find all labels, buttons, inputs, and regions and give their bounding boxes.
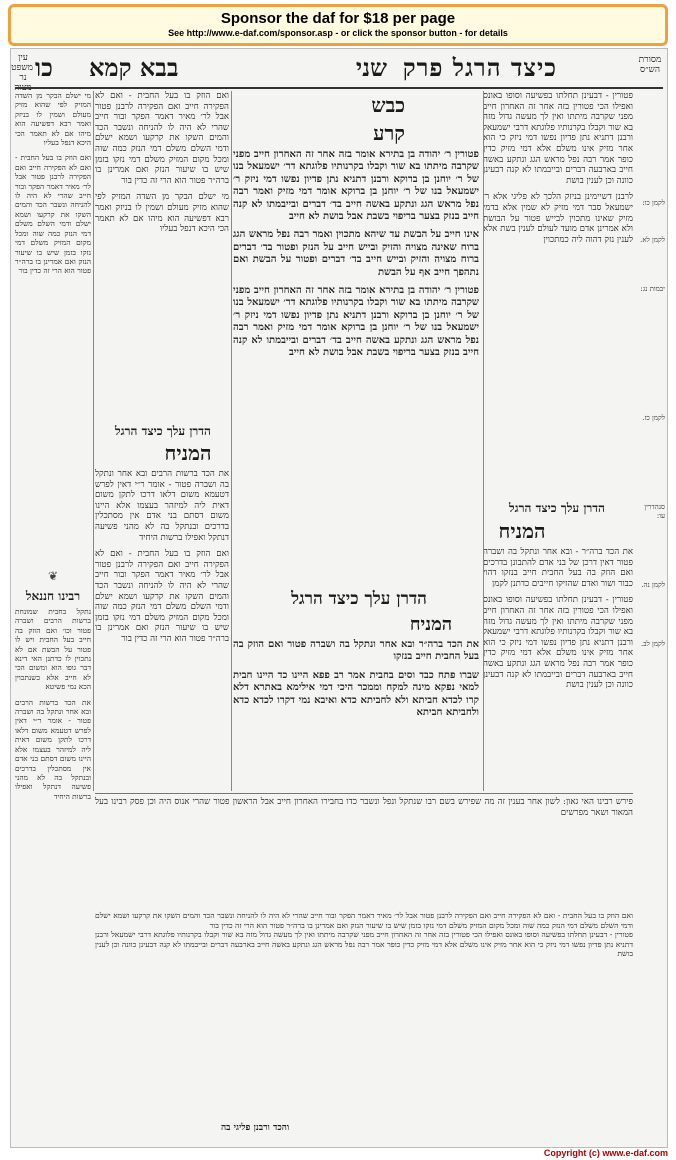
footnote-text-1: ואם הוזק בו בעל החבית - ואם לא הפקירה חייב ואם הפקירה לרבנן פטור אבל לר׳ מאיר דאמר הפקר ובור חייב שהרי לא היה לו להניחה ונשבר הכד והמים השקו את קרקעו ושמא ישלם ודמי השלם משלם דמי הנזק כמה שוה ומכל מקום המזיק משלם דמי נזקו בזמן שיש בו שיעור הנזק ואם אמרינן בו ברה״ר פטור הוא הרי זה כדין בור <box>95 911 633 930</box>
column-divider <box>231 91 232 791</box>
mishna-word: המניח <box>409 614 453 635</box>
rabeinu-chananel-title: רבינו חננאל <box>25 589 81 603</box>
sponsor-title: Sponsor the daf for $18 per page <box>220 10 456 27</box>
gemara-text-top: פטורין ר׳ יהודה בן בתירא אומר בזה אחר זה האחרון חייב מפני שקרבה מיתתו בא שור וקבלו בקרנותיו פלוגתא דר׳ ישמעאל בנו של ר׳ יוחנן בן ברוקא ורבנן דתניא נתן פדיון נפשו דמי ניזק ר׳ ישמעאל בנו של ר׳ יוחנן בן ברוקא אומר דמי מזיק ואמר רבה נפל מראש הגג ונתקע באשה חייב בד׳ דברים ובייבמתו לא קנה חייב בנזק בצער בריפוי בשבת אבל בושת לא חייב <box>233 149 479 223</box>
tosafot-text-1b: ואם הוזק בו בעל החבית - ואם לא הפקירה חייב ואם הפקירה לרבנן פטור אבל לר׳ מאיר דאמר הפקר ובור חייב שהרי לא היה לו להניחה ונשבר הכד והמים השקו את קרקעו ושמא ישלם ודמי השלם משלם דמי הנזק כמה שוה ומכל מקום המזיק משלם דמי נזקו בזמן שיש בו שיעור הנזק ואם אמרינן בו ברה״ר פטור הוא הרי זה כדין בור <box>95 549 229 644</box>
ein-mishpat-column <box>15 91 91 561</box>
tosafot-mishna-word: המניח <box>164 441 212 465</box>
gemara-opening-word-1: כבש <box>371 93 405 117</box>
header-rule <box>15 87 663 89</box>
margin-note: לקמן נה. <box>641 581 665 589</box>
lower-commentary <box>95 797 633 907</box>
talmud-page <box>10 48 668 1148</box>
margin-note: סנהדרין עו: <box>644 503 665 520</box>
tractate-title: בבא קמא <box>89 53 179 82</box>
margin-note: לקמן לא. <box>640 236 665 244</box>
tosafot-column-2 <box>95 469 229 785</box>
rashi-hadran: הדרן עלך כיצד הרגל <box>509 501 605 515</box>
ein-mishpat-text: מי ישלם הבקר מן השדה המזיק לפי שהוא מזיק מעולם ושמין לו בניזק ואמר רבא דפשיעה הוא מיהו אם לא תאמר הכי היכא דנפל בעליו <box>15 91 91 148</box>
column-divider <box>93 91 94 791</box>
perek-title: כיצד הרגל פרק <box>402 53 557 82</box>
rashi-text-3: את הכד ברה״ר - ובא אחר ונתקל בה ושברה פטור דאין דרכן של בני אדם להתבונן בדרכים ואם הוזק בה בעל החבית חייב בנזקו דהוי כבור ושור ואדם שהזיקו חייבים כדתנן לקמן <box>483 547 633 589</box>
footnote-text-2: פטורין - דבעינן תחלתו בפשיעה וסופו באונס ואפילו הכי פטורין בזה אחר זה האחרון חייב מפני שקרבה מיתתו ואין לך מעשה גדול מזה בא שור וקבלו בקרנותיו פלוגתא דרבי ישמעאל ורבנן דתניא נתן פדיון נפשו דמי ניזק כי הוא אחר מזיק אינו משלם אלא דמי מזיק כדין כופר אמר רבה נפל מראש הגג ונתקע באשה חייב בארבעה דברים ובייבמתו לא קנה דבעינן כוונה וכן לענין בושת <box>95 930 633 959</box>
copyright-link[interactable]: Copyright (c) www.e-daf.com <box>543 1148 668 1158</box>
sponsor-subtitle: See http://www.e-daf.com/sponsor.asp - or click the sponsor button - for details <box>168 28 508 38</box>
margin-note: לקמן כז. <box>642 414 665 422</box>
rashi-text-1: פטורין - דבעינן תחלתו בפשיעה וסופו באונס ואפילו הכי פטורין בזה אחר זה האחרון חייב מפני שקרבה מיתתו ואין לך מעשה גדול מזה בא שור וקבלו בקרנותיו פלוגתא דרבי ישמעאל ורבנן דתניא נתן פדיון נפשו דמי ניזק כי הוא אחר מזיק אינו משלם אלא דמי מזיק כדין כופר אמר רבה נפל מראש הגג ונתקע באשה חייב בארבעה דברים ובייבמתו לא קנה דבעינן כוונה וכן לענין בושת <box>483 91 633 186</box>
tosafot-text-2: מי ישלם הבקר מן השדה המזיק לפי שהוא מזיק מעולם ושמין לו בניזק ואמר רבא דפשיעה הוא מיהו אם לא תאמר הכי היכא דנפל בעליו <box>95 192 229 235</box>
gemara-hadran: הדרן עלך כיצד הרגל <box>291 589 427 609</box>
mesoret-notes <box>635 199 665 649</box>
ornament-divider: ❦ <box>47 569 59 583</box>
mishna-column <box>233 639 479 779</box>
gemara-text-top-2: פטורין ר׳ יהודה בן בתירא אומר בזה אחר זה האחרון חייב מפני שקרבה מיתתו בא שור וקבלו בקרנותיו פלוגתא דר׳ ישמעאל בנו של ר׳ יוחנן בן ברוקא ורבנן דתניא נתן פדיון נפשו דמי ניזק ר׳ ישמעאל בנו של ר׳ יוחנן בן ברוקא אומר דמי מזיק ואמר רבה נפל מראש הגג ונתקע באשה חייב בד׳ דברים ובייבמתו לא קנה חייב בנזק בצער בריפוי בשבת אבל בושת לא חייב <box>233 285 479 359</box>
rabeinu-chananel-text: נתקל בחבית שמונחת ברשות הרבים ושברה פטור וכו׳ ואם הוזק בה חייב בעל החבית ויש לו פטור על הבשת אם לא נתכוין לו כדתנן האי דינא דבר גופו הוא ומשום הכי לא חייב אלא כשנתכוין הכא נמי פשיטא <box>15 607 91 692</box>
footer-line: והכד ורבנן פליגי בה <box>221 1123 290 1133</box>
mesoret-label: מסורת הש״ס <box>638 55 662 75</box>
rashi-text-2: לרבנן דשיימינן בניזק הלכך לא פליגי אלא ר׳ ישמעאל סבר דמי מזיק לא שמין אלא בדמי מזיק שאינו מתכוין לבייש פטור על הבושת ולא אמרינן אדם מועד לעולם לענין בשת אלא לענין נזק דהוה ליה כמתכוין <box>483 192 633 245</box>
lower-rule <box>95 793 633 794</box>
tosafot-text-1: ואם הוזק בו בעל החבית - ואם לא הפקירה חייב ואם הפקירה לרבנן פטור אבל לר׳ מאיר דאמר הפקר ובור חייב שהרי לא היה לו להניחה ונשבר הכד והמים השקו את קרקעו ושמא ישלם ודמי השלם משלם דמי הנזק כמה שוה ומכל מקום המזיק משלם דמי נזקו בזמן שיש בו שיעור הנזק ואם אמרינן בו ברה״ר פטור הוא הרי זה כדין בור <box>95 91 229 186</box>
tosafot-text-3: את הכד ברשות הרבים ובא אחר ונתקל בה ושברה פטור - אומר ר״י דאין לפרש דטעמא משום דלאו דרכו לתקן משום דאית ליה למיזהר בעצמו אלא היינו משום דסתם בני אדם אין מסתכלין בדרכים ובנתקל בה לא מהני פשיעה דנתקל ואפילו ברשות היחיד <box>95 469 229 543</box>
margin-note: לקמן לב. <box>640 640 665 648</box>
rashi-mishna-word: המניח <box>498 519 546 543</box>
gemara-opening-word-2: קרע <box>373 121 405 145</box>
perek-number: שני <box>355 53 387 82</box>
mishna-text: את הכד ברה״ר ובא אחר ונתקל בה ושברה פטור ואם הוזק בה בעל החבית חייב בנזקו <box>233 639 479 663</box>
tosafot-column <box>95 91 229 421</box>
margin-note: לקמן כו: <box>642 199 665 207</box>
ein-mishpat-label: עין משפט נר מצוה <box>11 53 33 93</box>
rashi-text-1b: פטורין - דבעינן תחלתו בפשיעה וסופו באונס ואפילו הכי פטורין בזה אחר זה האחרון חייב מפני שקרבה מיתתו ואין לך מעשה גדול מזה בא שור וקבלו בקרנותיו פלוגתא דרבי ישמעאל ורבנן דתניא נתן פדיון נפשו דמי ניזק כי הוא אחר מזיק אינו משלם אלא דמי מזיק כדין כופר אמר רבה נפל מראש הגג ונתקע באשה חייב בארבעה דברים ובייבמתו לא קנה דבעינן כוונה וכן לענין בושת <box>483 595 633 691</box>
daf-number: כו <box>35 53 53 82</box>
margin-note: יבמות נג: <box>640 285 665 293</box>
gemara-column <box>233 149 479 579</box>
tosafot-hadran: הדרן עלך כיצד הרגל <box>115 424 211 438</box>
rabeinu-chananel-text-2: את הכד ברשות הרבים ובא אחר ונתקל בה ושברה פטור - אומר ר״י דאין לפרש דטעמא משום דלאו דרכו לתקן משום דאית ליה למיזהר בעצמו אלא היינו משום דסתם בני אדם אין מסתכלין בדרכים ובנתקל בה לא מהני פשיעה דנתקל ואפילו ברשות היחיד <box>15 697 91 801</box>
column-divider <box>483 91 484 791</box>
gemara-text-bottom: שברו פתח כבד וסים בחבית אמר רב פפא היינו כד היינו חבית למאי נפקא מינה למקח וממכר היכי דמי אילימא באתרא דלא קרו לכדא חביתא ולא לחביתא כדא ואיבא נמי דקרו לכדא כדא ולחביתא חביתא <box>233 669 479 719</box>
ein-mishpat-text-2: ואם הוזק בו בעל החבית - ואם לא הפקירה חייב ואם הפקירה לרבנן פטור אבל לר׳ מאיר דאמר הפקר ובור חייב שהרי לא היה לו להניחה ונשבר הכד והמים השקו את קרקעו ושמא ישלם ודמי השלם משלם דמי הנזק כמה שוה ומכל מקום המזיק משלם דמי נזקו בזמן שיש בו שיעור הנזק ואם אמרינן בו ברה״ר פטור הוא הרי זה כדין בור <box>15 153 91 276</box>
footnote-block <box>95 911 633 1121</box>
sponsor-banner[interactable] <box>8 4 668 46</box>
gemara-text-mid: אינו חייב על הבשת עד שיהא מתכוין ואמר רבה נפל מראש הגג ברוח שאינה מצויה והזיק ובייש חייב על הנזק ופטור בד׳ דברים ברוח מצויה והזיק ובייש חייב בד׳ דברים ופטור על הבשת ואם נתהפך חייב אף על הבשת <box>233 229 479 278</box>
rabeinu-chananel-column <box>15 607 91 877</box>
lower-commentary-text: פירש רבינו האי גאון: לשון אחר בענין זה מה שפירש בשם רבו שנתקל ונפל ונשבר כדו בחבירו האחרון חייב אבל הראשון פטור שהרי אנוס היה וכן פסק רבינו בעל המאור ושאר מפרשים <box>95 797 633 818</box>
